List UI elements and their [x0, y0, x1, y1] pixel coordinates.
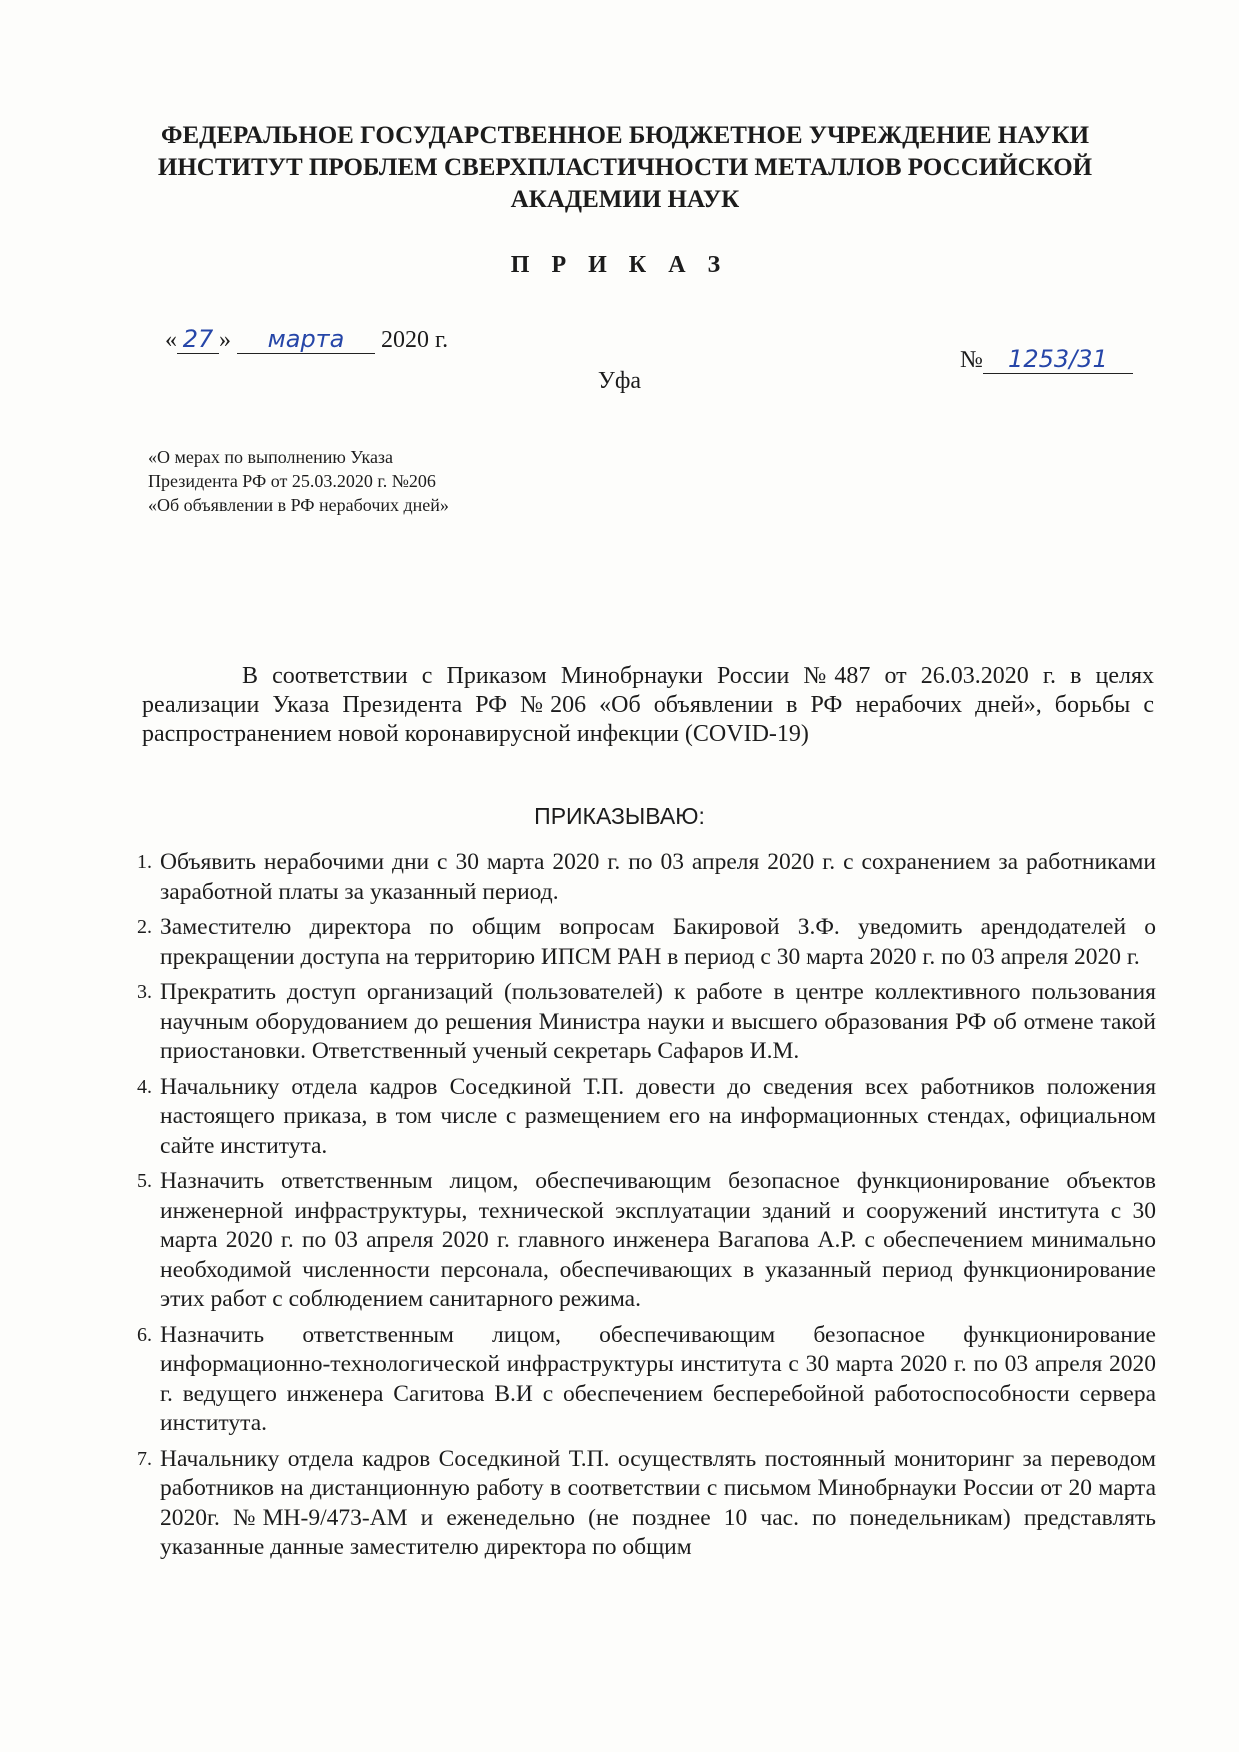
preamble: [142, 662, 1154, 749]
institution-header: [150, 120, 1100, 216]
item-text: Начальнику отдела кадров Соседкиной Т.П. довести до сведения всех работников положения настоящего приказа, в том числе с размещением его на информационных стендах, официальном сайте института.: [160, 1073, 1156, 1159]
date-open-quote: «: [165, 327, 177, 353]
item-text: Начальнику отдела кадров Соседкиной Т.П. осуществлять постоянный мониторинг за переводом работников на дистанционную работу в соответствии с письмом Минобрнауки России от 20 марта 2020г. №МН-9/473-АМ и еженедельно (не позднее 10 час. по понедельникам) представлять указанные данные заместителю директора по общим: [160, 1445, 1156, 1560]
item-text: Прекратить доступ организаций (пользователей) к работе в центре коллективного пользования научным оборудованием до решения Министра науки и высшего образования РФ об отмене такой приостановки. Ответственный ученый секретарь Сафаров И.М.: [160, 979, 1156, 1064]
order-subject: [148, 445, 648, 517]
list-item: [137, 1445, 1156, 1563]
number-value: 1253/31: [983, 345, 1133, 374]
subject-line-3: «Об объявлении в РФ нерабочих дней»: [148, 495, 449, 515]
list-item: [137, 848, 1156, 907]
order-date: [165, 325, 448, 354]
subject-line-1: «О мерах по выполнению Указа: [148, 447, 394, 467]
item-number: 6.: [137, 1323, 152, 1346]
item-text: Назначить ответственным лицом, обеспечивающим безопасное функционирование объектов инженерной инфраструктуры, технической эксплуатации зданий и сооружений института с 30 марта 2020 г. по 03 апреля 2020 г. главного инженера Вагапова А.Р. с обеспечением минимально необходимой численности персонала, обеспечивающих в указанный период функционирование этих работ с соблюдением санитарного режима.: [160, 1168, 1156, 1312]
item-number: 5.: [137, 1170, 152, 1192]
item-number: 2.: [137, 916, 152, 938]
item-number: 1.: [137, 851, 152, 873]
list-item: [137, 913, 1156, 972]
list-item: [137, 1321, 1156, 1439]
preamble-text: В соответствии с Приказом Минобрнауки России №487 от 26.03.2020 г. в целях реализации Указа Президента РФ №206 «Об объявлении в РФ нерабочих дней», борьбы с распространением новой коронавирусной инфекции (COVID-19): [142, 663, 1154, 747]
item-number: 4.: [137, 1075, 152, 1098]
list-item: [137, 1167, 1156, 1315]
order-word: ПРИКАЗЫВАЮ:: [534, 803, 705, 829]
item-text: Назначить ответственным лицом, обеспечивающим безопасное функционирование информационно-технологической инфраструктуры института с 30 марта 2020 г. по 03 апреля 2020 г. ведущего инженера Сагитова В.И с обеспечением бесперебойной работоспособности сервера института.: [160, 1321, 1156, 1436]
date-day: 27: [177, 325, 219, 354]
order-items: [137, 848, 1156, 1569]
item-number: 7.: [137, 1447, 152, 1470]
order-title: П Р И К А З: [510, 252, 729, 278]
item-number: 3.: [137, 981, 152, 1003]
city: Уфа: [597, 368, 642, 394]
subject-line-2: Президента РФ от 25.03.2020 г. №206: [148, 471, 436, 491]
number-sign: №: [960, 347, 983, 373]
date-close-quote: »: [219, 327, 231, 353]
order-number: [960, 345, 1133, 374]
header-line-1: ФЕДЕРАЛЬНОЕ ГОСУДАРСТВЕННОЕ БЮДЖЕТНОЕ УЧРЕЖДЕНИЕ НАУКИ: [160, 122, 1090, 149]
list-item: [137, 978, 1156, 1067]
item-text: Заместителю директора по общим вопросам Бакировой З.Ф. уведомить арендодателей о прекращении доступа на территорию ИПСМ РАН в период с 30 марта 2020 г. по 03 апреля 2020 г.: [160, 914, 1156, 970]
date-month: марта: [237, 325, 375, 354]
header-line-3: АКАДЕМИИ НАУК: [510, 186, 740, 213]
header-line-2: ИНСТИТУТ ПРОБЛЕМ СВЕРХПЛАСТИЧНОСТИ МЕТАЛЛОВ РОССИЙСКОЙ: [157, 154, 1093, 181]
item-text: Объявить нерабочими дни с 30 марта 2020 г. по 03 апреля 2020 г. с сохранением за работниками заработной платы за указанный период.: [160, 849, 1156, 905]
list-item: [137, 1073, 1156, 1162]
date-year: 2020 г.: [381, 327, 449, 353]
